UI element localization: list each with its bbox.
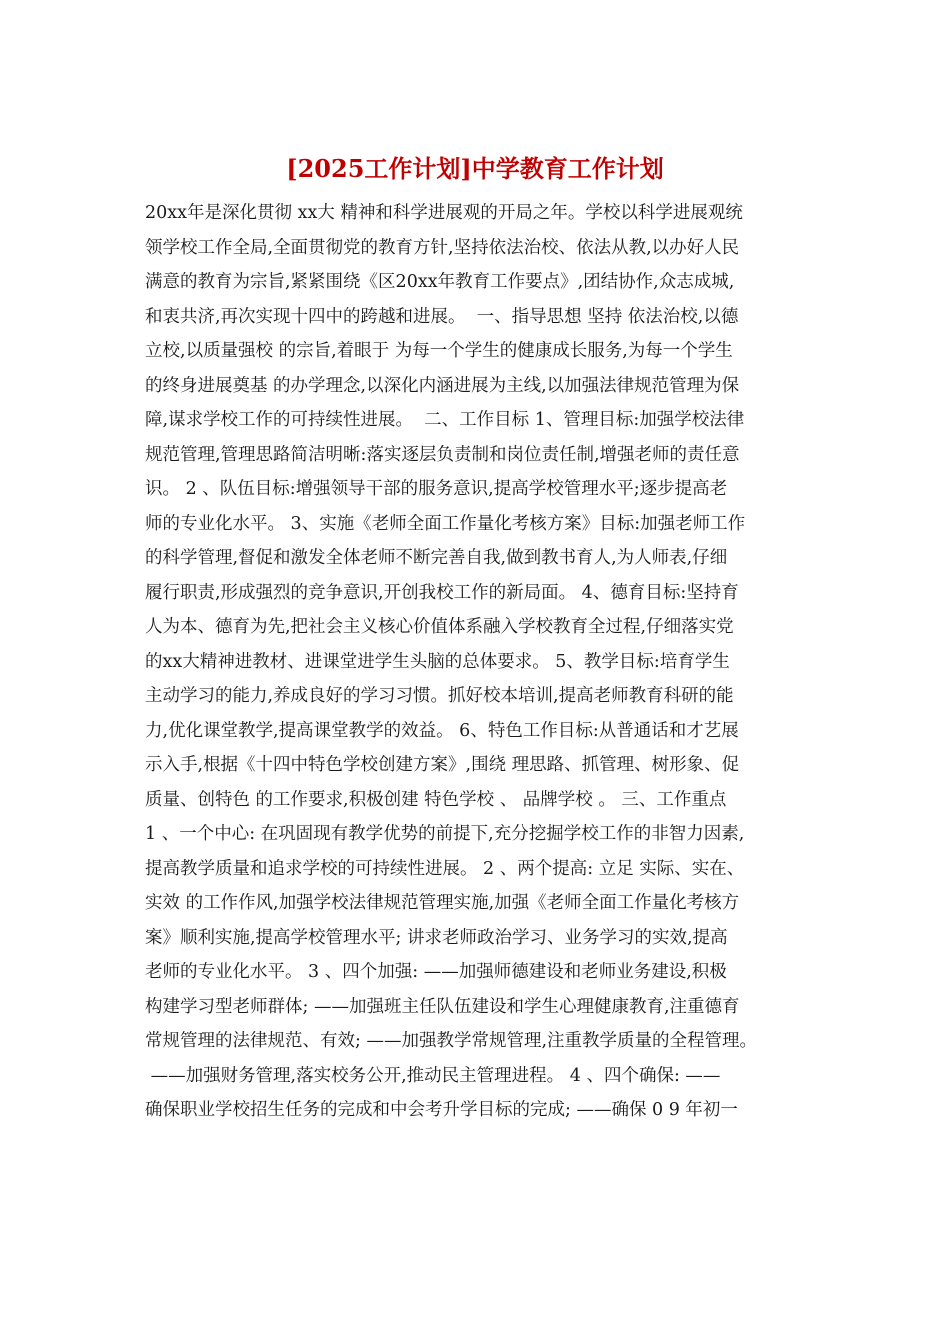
body-line: 提高教学质量和追求学校的可持续性进展。 2 、两个提高: 立足 实际、实在、 [145, 858, 745, 879]
body-line: 的终身进展奠基 的办学理念,以深化内涵进展为主线,以加强法律规范管理为保 [145, 375, 740, 396]
body-line: 满意的教育为宗旨,紧紧围绕《区20xx年教育工作要点》,团结协作,众志成城, [145, 272, 735, 292]
body-line: 领学校工作全局,全面贯彻党的教育方针,坚持依法治校、依法从教,以办好人民 [145, 237, 740, 258]
body-line: 确保职业学校招生任务的完成和中会考升学目标的完成; ——确保 0 9 年初一 [145, 1100, 738, 1120]
document-body [145, 196, 825, 1128]
body-line: 质量、创特色 的工作要求,积极创建 特色学校 、 品牌学校 。 三、工作重点 [145, 789, 727, 810]
document-title: [2025工作计划]中学教育工作计划 [286, 154, 664, 183]
body-line: 障,谋求学校工作的可持续性进展。 二、工作目标 1、管理目标:加强学校法律 [145, 410, 745, 430]
body-line: 师的专业化水平。 3、实施《老师全面工作量化考核方案》目标:加强老师工作 [145, 513, 746, 534]
body-line: 的科学管理,督促和激发全体老师不断完善自我,做到教书育人,为人师表,仔细 [145, 548, 728, 568]
body-line: 规范管理,管理思路简洁明晰:落实逐层负责制和岗位责任制,增强老师的责任意 [145, 444, 740, 465]
body-line: 常规管理的法律规范、有效; ——加强教学常规管理,注重教学质量的全程管理。 [145, 1031, 758, 1051]
body-line: 力,优化课堂教学,提高课堂教学的效益。 6、特色工作目标:从普通话和才艺展 [145, 720, 739, 741]
body-line: 老师的专业化水平。 3 、四个加强: ——加强师德建设和老师业务建设,积极 [145, 962, 727, 982]
body-line: ——加强财务管理,落实校务公开,推动民主管理进程。 4 、四个确保: —— [145, 1065, 721, 1086]
body-line: 示入手,根据《十四中特色学校创建方案》,围绕 理思路、抓管理、树形象、促 [145, 755, 740, 775]
body-line: 识。 2 、队伍目标:增强领导干部的服务意识,提高学校管理水平;逐步提高老 [145, 479, 728, 499]
body-line: 履行职责,形成强烈的竞争意识,开创我校工作的新局面。 4、德育目标:坚持育 [145, 582, 739, 603]
body-line: 实效 的工作作风,加强学校法律规范管理实施,加强《老师全面工作量化考核方 [145, 893, 740, 913]
body-line: 和衷共济,再次实现十四中的跨越和进展。 一、指导思想 坚持 依法治校,以德 [145, 306, 739, 327]
body-line: 案》顺利实施,提高学校管理水平; 讲求老师政治学习、业务学习的实效,提高 [145, 927, 728, 948]
body-line: 构建学习型老师群体; ——加强班主任队伍建设和学生心理健康教育,注重德育 [145, 996, 740, 1017]
body-line: 主动学习的能力,养成良好的学习习惯。抓好校本培训,提高老师教育科研的能 [145, 686, 734, 706]
body-line: 20xx年是深化贯彻 xx大 精神和科学进展观的开局之年。学校以科学进展观统 [145, 203, 743, 223]
body-line: 的xx大精神进教材、进课堂进学生头脑的总体要求。 5、教学目标:培育学生 [145, 651, 730, 672]
body-line: 立校,以质量强校 的宗旨,着眼于 为每一个学生的健康成长服务,为每一个学生 [145, 341, 733, 361]
body-line: 人为本、德育为先,把社会主义核心价值体系融入学校教育全过程,仔细落实党 [145, 617, 734, 637]
body-line: 1 、一个中心: 在巩固现有教学优势的前提下,充分挖掘学校工作的非智力因素, [145, 824, 745, 844]
